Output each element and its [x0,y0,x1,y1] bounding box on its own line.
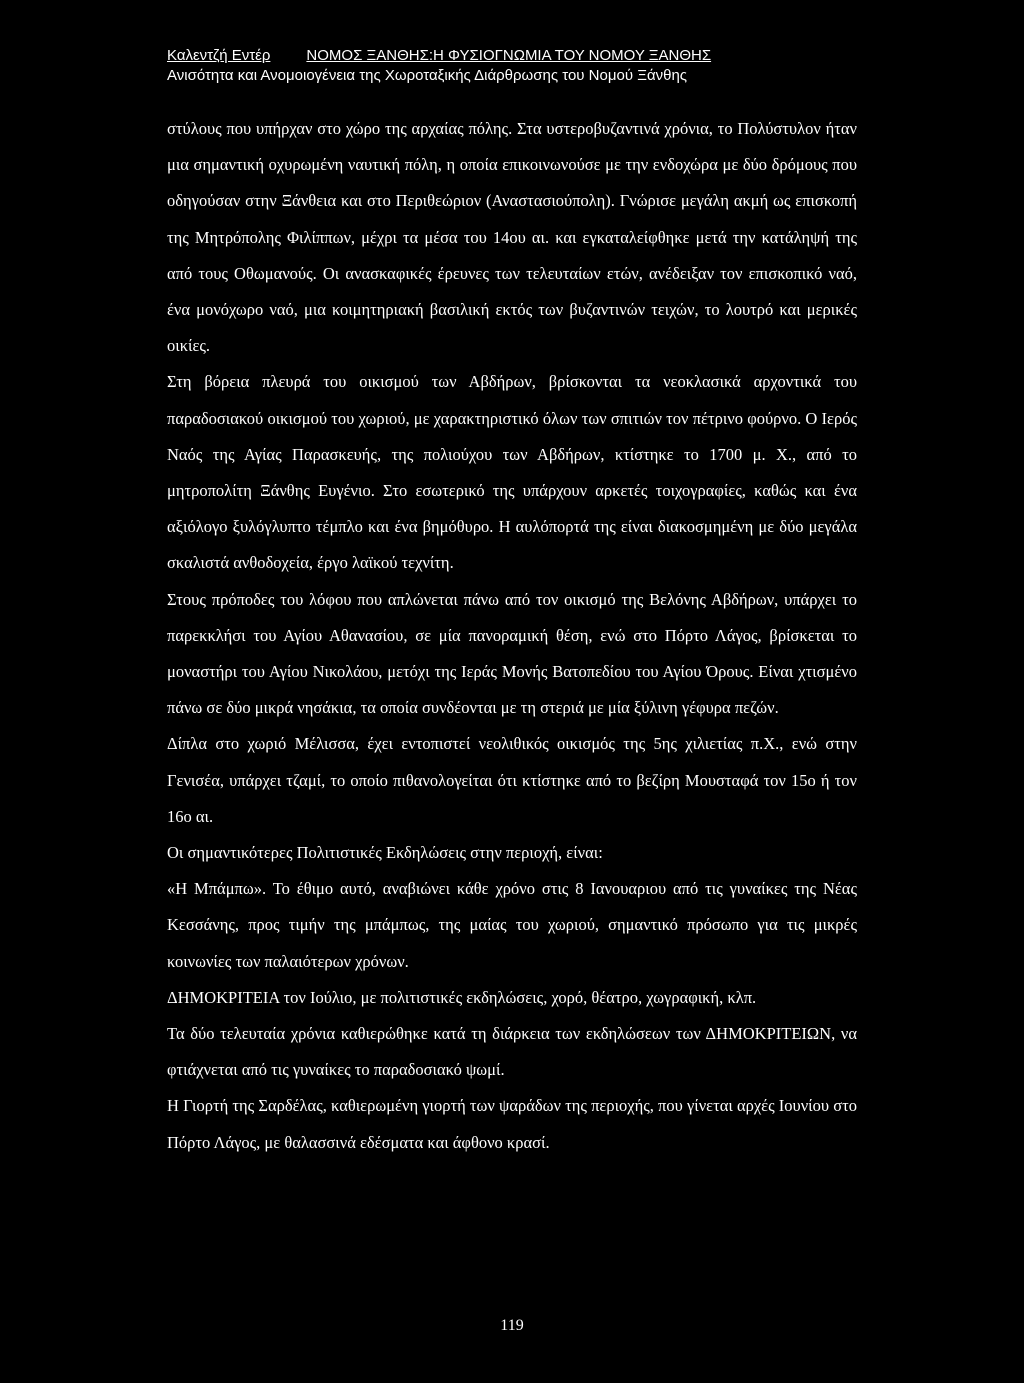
body-text [167,111,857,1161]
paragraph: Η Γιορτή της Σαρδέλας, καθιερωμένη γιορτή των ψαράδων της περιοχής, που γίνεται αρχές Ιουνίου στο Πόρτο Λάγος, με θαλασσινά εδέσματα και άφθονο κρασί. [167,1096,857,1152]
paragraph: Δίπλα στο χωριό Μέλισσα, έχει εντοπιστεί νεολιθικός οικισμός της 5ης χιλιετίας π.Χ., ενώ στην Γενισέα, υπάρχει τζαμί, το οποίο πιθανολογείται ότι κτίστηκε από το βεζίρη Μουσταφά τον 15ο ή τον 16ο αι. [167,734,857,826]
page-header [167,46,867,86]
paragraph: «Η Μπάμπω». Το έθιμο αυτό, αναβιώνει κάθε χρόνο στις 8 Ιανουαριου από τις γυναίκες της Νέας Κεσσάνης, προς τιμήν της μπάμπως, της μαίας του χωριού, σημαντικό πρόσωπο για τις μικρές κοινωνίες των παλαιότερων χρόνων. [167,879,857,971]
paragraph: Στη βόρεια πλευρά του οικισμού των Αβδήρων, βρίσκονται τα νεοκλασικά αρχοντικά του παραδοσιακού οικισμού του χωριού, με χαρακτηριστικό όλων των σπιτιών τον πέτρινο φούρνο. Ο Ιερός Ναός της Αγίας Παρασκευής, της πολιούχου των Αβδήρων, κτίστηκε το 1700 μ. Χ., από το μητροπολίτη Ξάνθης Ευγένιο. Στο εσωτερικό της υπάρχουν αρκετές τοιχογραφίες, καθώς και ένα αξιόλογο ξυλόγλυπτο τέμπλο και ένα βημόθυρο. Η αυλόπορτά της είναι διακοσμημένη με δύο μεγάλα σκαλιστά ανθοδοχεία, έργο λαϊκού τεχνίτη. [167,372,857,573]
paragraph: ΔΗΜΟΚΡΙΤΕΙΑ τον Ιούλιο, με πολιτιστικές εκδηλώσεις, χορό, θέατρο, χωγραφική, κλπ. [167,987,757,1007]
page-number: 119 [500,1317,524,1334]
header-subtitle: Ανισότητα και Ανομοιογένεια της Χωροταξικής Διάρθρωσης του Νομού Ξάνθης [167,67,688,84]
paragraph: Τα δύο τελευταία χρόνια καθιερώθηκε κατά τη διάρκεια των εκδηλώσεων των ΔΗΜΟΚΡΙΤΕΙΩΝ, να φτιάχνεται από τις γυναίκες το παραδοσιακό ψωμί. [167,1024,857,1080]
paragraph: στύλους που υπήρχαν στο χώρο της αρχαίας πόλης. Στα υστεροβυζαντινά χρόνια, το Πολύστυλον ήταν μια σημαντική οχυρωμένη ναυτική πόλη, η οποία επικοινωνούσε με την ενδοχώρα με δύο δρόμους που οδηγούσαν στην Ξάνθεια και στο Περιθεώριον (Αναστασιούπολη). Γνώρισε μεγάλη ακμή ως επισκοπή της Μητρόπολης Φιλίππων, μέχρι τα μέσα του 14ου αι. και εγκαταλείφθηκε μετά την κατάληψή της από τους Οθωμανούς. Οι ανασκαφικές έρευνες των τελευταίων ετών, ανέδειξαν τον επισκοπικό ναό, ένα μονόχωρο ναό, μια κοιμητηριακή βασιλική εκτός των βυζαντινών τειχών, το λουτρό και μερικές οικίες. [167,119,857,356]
header-line [167,46,867,66]
header-title: ΝΟΜΟΣ ΞΑΝΘΗΣ:Η ΦΥΣΙΟΓΝΩΜΙΑ ΤΟΥ ΝΟΜΟΥ ΞΑΝΘΗΣ [306,47,712,64]
header-author: Καλεντζή Εντέρ [167,47,271,64]
paragraph: Στους πρόποδες του λόφου που απλώνεται πάνω από τον οικισμό της Βελόνης Αβδήρων, υπάρχει το παρεκκλήσι του Αγίου Αθανασίου, σε μία πανοραμική θέση, ενώ στο Πόρτο Λάγος, βρίσκεται το μοναστήρι του Αγίου Νικολάου, μετόχι της Ιεράς Μονής Βατοπεδίου του Αγίου Όρους. Είναι χτισμένο πάνω σε δύο μικρά νησάκια, τα οποία συνδέονται με τη στεριά με μία ξύλινη γέφυρα πεζών. [167,589,857,718]
paragraph: Οι σημαντικότερες Πολιτιστικές Εκδηλώσεις στην περιοχή, είναι: [167,843,603,863]
